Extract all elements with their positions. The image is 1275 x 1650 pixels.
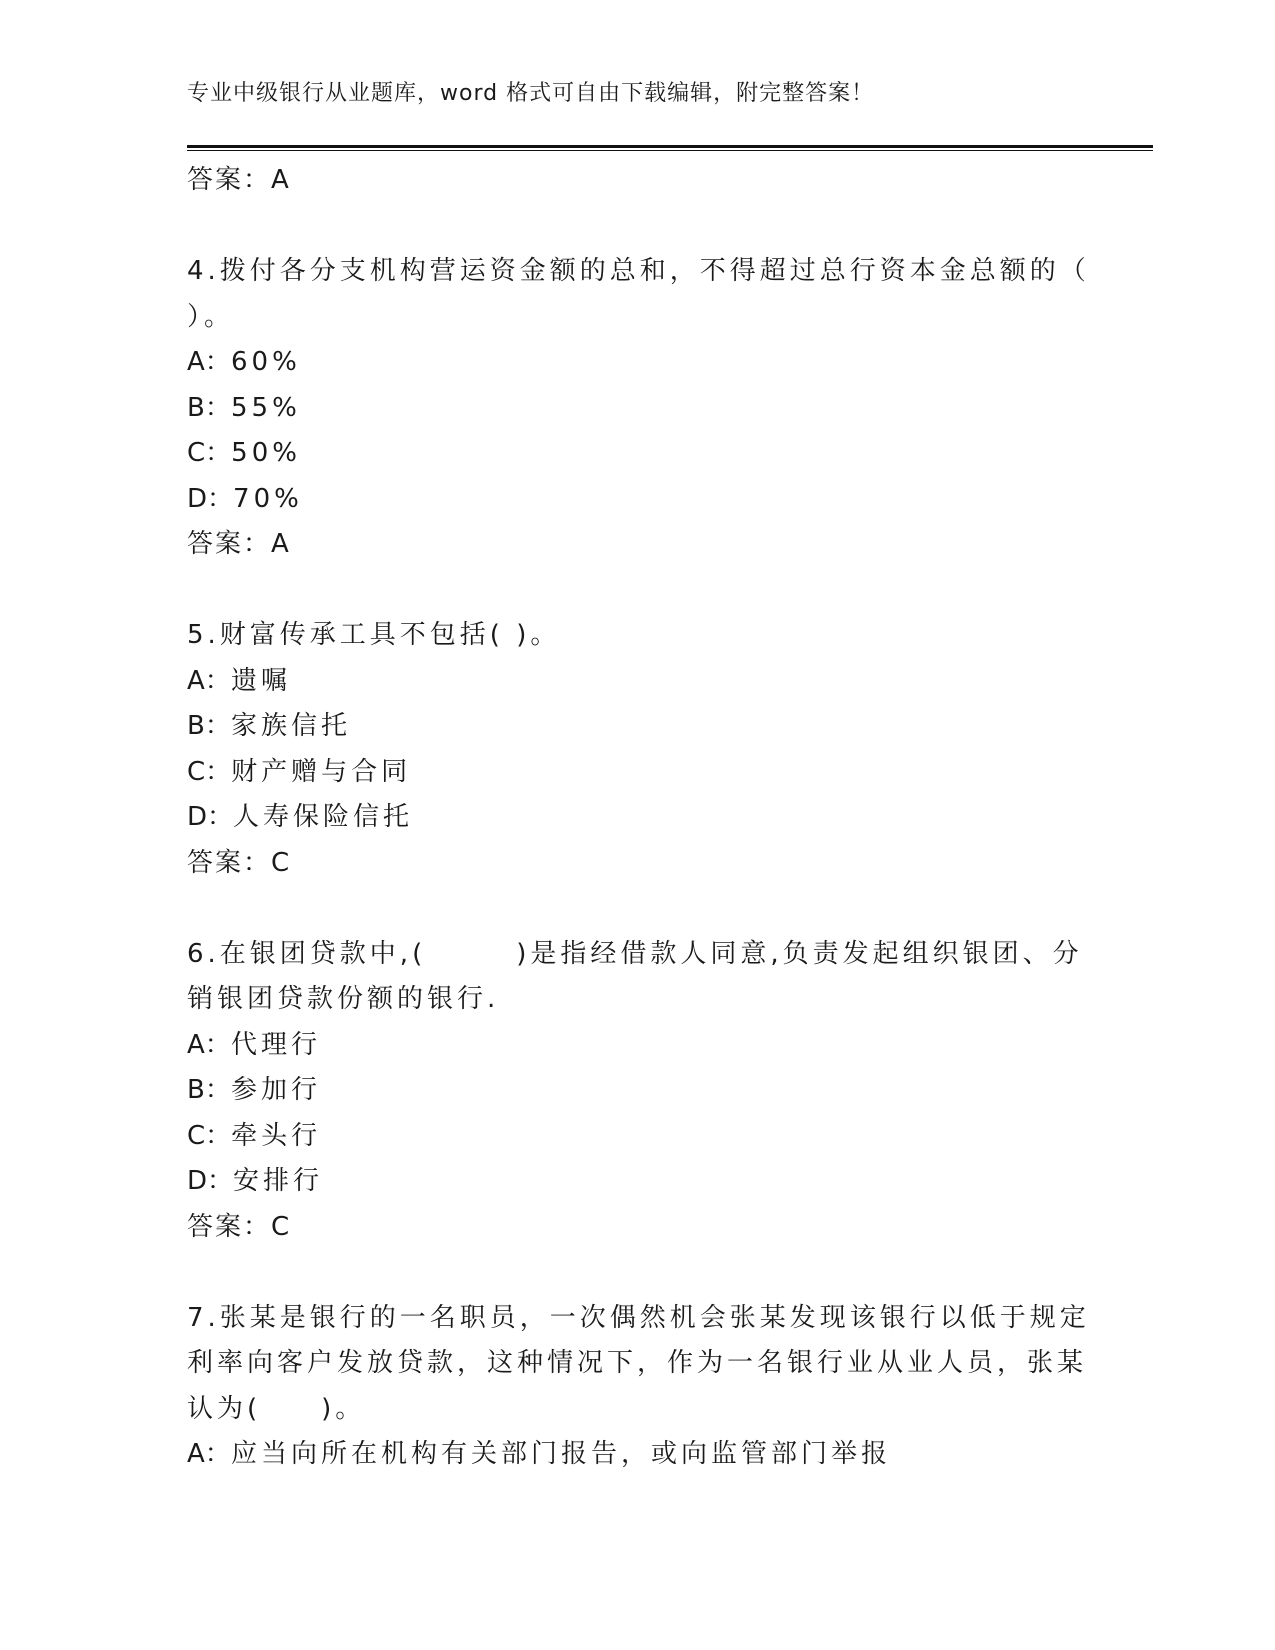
option-text: 代理行 [231,1029,322,1060]
answer-label: 答案： [187,165,272,195]
answer-line [187,158,1067,204]
option-text: 人寿保险信托 [233,802,414,832]
option-a [187,1023,1067,1069]
question-4 [187,249,1090,568]
question-text: 7.张某是银行的一名职员，一次偶然机会张某发现该银行以低于规定 [187,1302,1090,1333]
question-5 [187,613,1067,886]
option-text: 财产赠与合同 [231,756,412,787]
option-text: 60% [231,347,301,377]
option-letter: D： [187,483,234,514]
option-letter: B： [187,392,231,423]
option-text: 50% [231,438,301,468]
option-d [187,1159,1067,1205]
option-text: 安排行 [233,1166,324,1196]
option-letter: A： [187,347,231,377]
option-letter: C： [187,1120,232,1151]
option-letter: B： [187,711,231,741]
question-6 [187,932,1083,1251]
question-text: 4.拨付各分支机构营运资金额的总和，不得超过总行资本金总额的（ [187,256,1090,286]
option-text: 家族信托 [231,711,352,741]
option-c [187,1114,1067,1160]
answer-value: A [271,165,289,195]
option-letter: D： [187,802,234,832]
option-letter: B： [187,1075,231,1105]
question-text: 销银团贷款份额的银行. [187,984,500,1014]
option-letter: A： [187,1029,231,1060]
question-content [187,158,1090,1478]
option-b [187,1068,1067,1114]
option-d [187,795,1067,841]
option-letter: C： [187,438,232,468]
option-letter: D： [187,1166,234,1196]
question-text: 6.在银团贷款中,( )是指经借款人同意,负责发起组织银团、分 [187,938,1083,969]
question-7 [187,1296,1090,1478]
option-text: 70% [233,483,303,514]
question-text: ）。 [187,301,235,332]
answer-label: 答案： [187,529,272,559]
option-letter: A： [187,665,231,696]
page-header: 专业中级银行从业题库，word 格式可自由下载编辑，附完整答案！ [187,81,875,106]
option-letter: C： [187,756,232,787]
option-d [187,477,1067,523]
question-text: 5.财富传承工具不包括( )。 [187,620,561,650]
option-text: 参加行 [231,1075,322,1105]
option-text: 应当向所在机构有关部门报告，或向监管部门举报 [231,1439,892,1469]
option-c [187,750,1067,796]
header-rule [187,145,1153,152]
question-text: 认为( )。 [187,1393,366,1424]
option-a [187,1432,1067,1478]
answer-value: C [271,847,290,878]
answer-value: C [271,1211,290,1242]
answer-label: 答案： [187,1211,272,1242]
option-b [187,386,1067,432]
option-letter: A： [187,1439,231,1469]
option-a [187,659,1067,705]
answer-line [187,841,1067,887]
answer-value: A [271,529,289,559]
option-text: 55% [231,392,301,423]
option-c [187,431,1067,477]
answer-line [187,522,1067,568]
option-text: 遗嘱 [231,665,292,696]
question-text: 利率向客户发放贷款，这种情况下，作为一名银行业从业人员，张某 [187,1348,1088,1378]
option-b [187,704,1067,750]
option-a [187,340,1067,386]
option-text: 牵头行 [231,1120,322,1151]
answer-line [187,1205,1067,1251]
answer-label: 答案： [187,847,272,878]
